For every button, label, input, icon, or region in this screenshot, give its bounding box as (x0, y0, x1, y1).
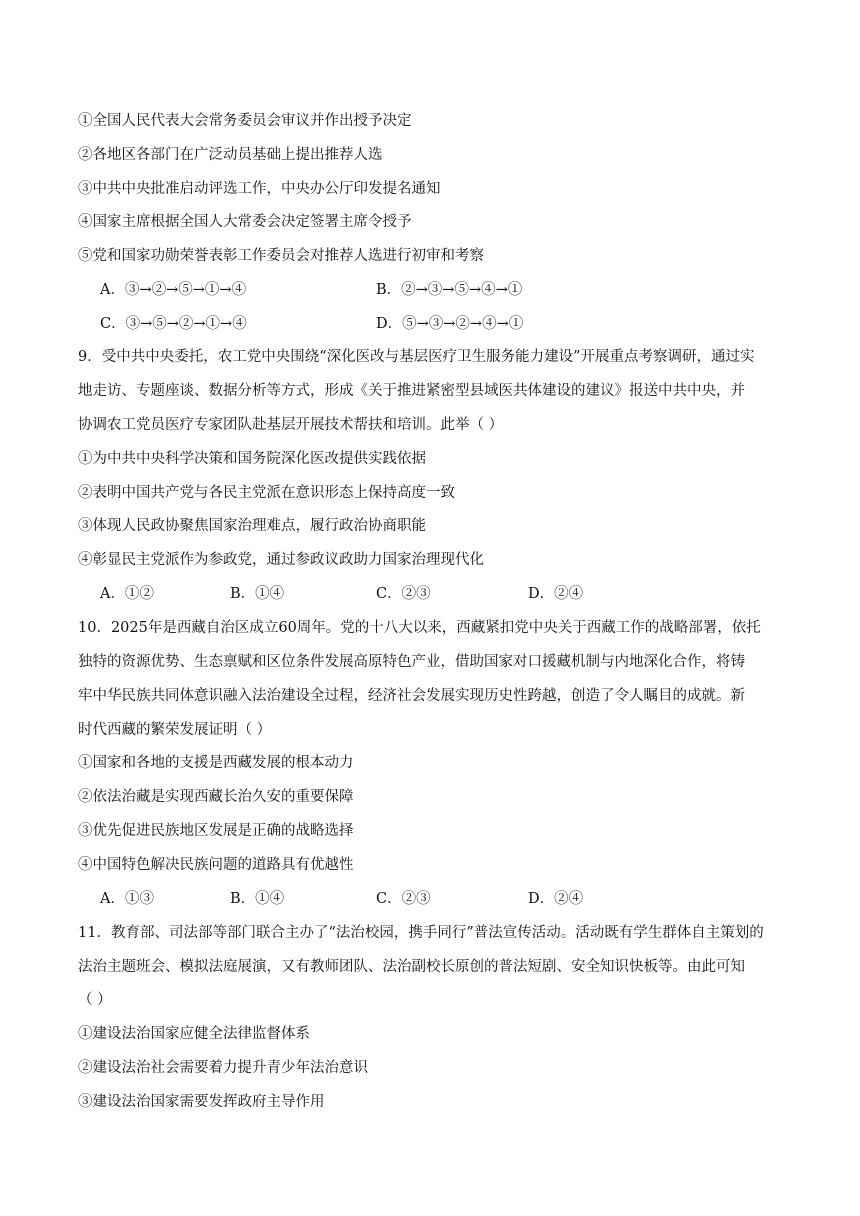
q9-stem-line-2: 地走访、专题座谈、数据分析等方式，形成《关于推进紧密型县域医共体建设的建议》报送中共中央，并 (78, 383, 745, 399)
q9-item-3: ③体现人民政协聚焦国家治理难点，履行政治协商职能 (78, 518, 426, 534)
q11-stem-line-1: 11．教育部、司法部等部门联合主办了“法治校园，携手同行”普法宣传活动。活动既有学生群体自主策划的 (78, 925, 764, 941)
q10-stem-line-3: 牢中华民族共同体意识融入法治建设全过程，经济社会发展实现历史性跨越，创造了令人瞩目的成就。新 (78, 688, 745, 704)
q8-option-c[interactable]: C．③→⑤→②→①→④ (100, 316, 247, 332)
q8-options-row-1 (100, 280, 700, 300)
q10-item-3: ③优先促进民族地区发展是正确的战略选择 (78, 823, 354, 839)
q11-item-1: ①建设法治国家应健全法律监督体系 (78, 1026, 310, 1042)
q10-item-4: ④中国特色解决民族问题的道路具有优越性 (78, 857, 354, 873)
q9-option-b[interactable]: B．①④ (230, 586, 285, 602)
q10-option-d[interactable]: D．②④ (528, 891, 584, 907)
q10-item-1: ①国家和各地的支援是西藏发展的根本动力 (78, 755, 354, 771)
q11-stem-line-2: 法治主题班会、模拟法庭展演，又有教师团队、法治副校长原创的普法短剧、安全知识快板等。由此可知 (78, 959, 745, 975)
q9-item-1: ①为中共中央科学决策和国务院深化医改提供实践依据 (78, 451, 426, 467)
q9-option-c[interactable]: C．②③ (376, 586, 431, 602)
q9-options-row (100, 584, 660, 604)
q10-stem-line-2: 独特的资源优势、生态禀赋和区位条件发展高原特色产业，借助国家对口援藏机制与内地深化合作，将铸 (78, 654, 745, 670)
q11-stem-line-3: （ ） (78, 992, 112, 1008)
q8-item-2: ②各地区各部门在广泛动员基础上提出推荐人选 (78, 147, 383, 163)
q10-option-c[interactable]: C．②③ (376, 891, 431, 907)
q8-item-4: ④国家主席根据全国人大常委会决定签署主席令授予 (78, 214, 412, 230)
q9-stem-line-3: 协调农工党员医疗专家团队赴基层开展技术帮扶和培训。此举（ ） (78, 417, 504, 433)
q9-item-2: ②表明中国共产党与各民主党派在意识形态上保持高度一致 (78, 485, 455, 501)
q8-item-3: ③中共中央批准启动评选工作，中央办公厅印发提名通知 (78, 181, 441, 197)
q8-item-5: ⑤党和国家功勋荣誉表彰工作委员会对推荐人选进行初审和考察 (78, 248, 484, 264)
q8-option-a[interactable]: A．③→②→⑤→①→④ (100, 282, 247, 298)
q8-options-row-2 (100, 314, 700, 334)
q10-item-2: ②依法治藏是实现西藏长治久安的重要保障 (78, 789, 354, 805)
q8-option-d[interactable]: D．⑤→③→②→④→① (376, 316, 524, 332)
q9-item-4: ④彰显民主党派作为参政党，通过参政议政助力国家治理现代化 (78, 552, 484, 568)
q9-stem-line-1: 9．受中共中央委托，农工党中央围绕“深化医改与基层医疗卫生服务能力建设”开展重点考察调研，通过实 (78, 349, 755, 365)
q9-option-d[interactable]: D．②④ (528, 586, 584, 602)
q10-stem-line-4: 时代西藏的繁荣发展证明（ ） (78, 722, 272, 738)
q9-option-a[interactable]: A．①② (100, 586, 154, 602)
q10-options-row (100, 889, 660, 909)
q8-item-1: ①全国人民代表大会常务委员会审议并作出授予决定 (78, 113, 412, 129)
q11-item-2: ②建设法治社会需要着力提升青少年法治意识 (78, 1060, 368, 1076)
q8-option-b[interactable]: B．②→③→⑤→④→① (376, 282, 523, 298)
q11-item-3: ③建设法治国家需要发挥政府主导作用 (78, 1094, 325, 1110)
q10-stem-line-1: 10．2025年是西藏自治区成立60周年。党的十八大以来，西藏紧扣党中央关于西藏工作的战略部署，依托 (78, 620, 761, 636)
q10-option-b[interactable]: B．①④ (230, 891, 285, 907)
q10-option-a[interactable]: A．①③ (100, 891, 154, 907)
